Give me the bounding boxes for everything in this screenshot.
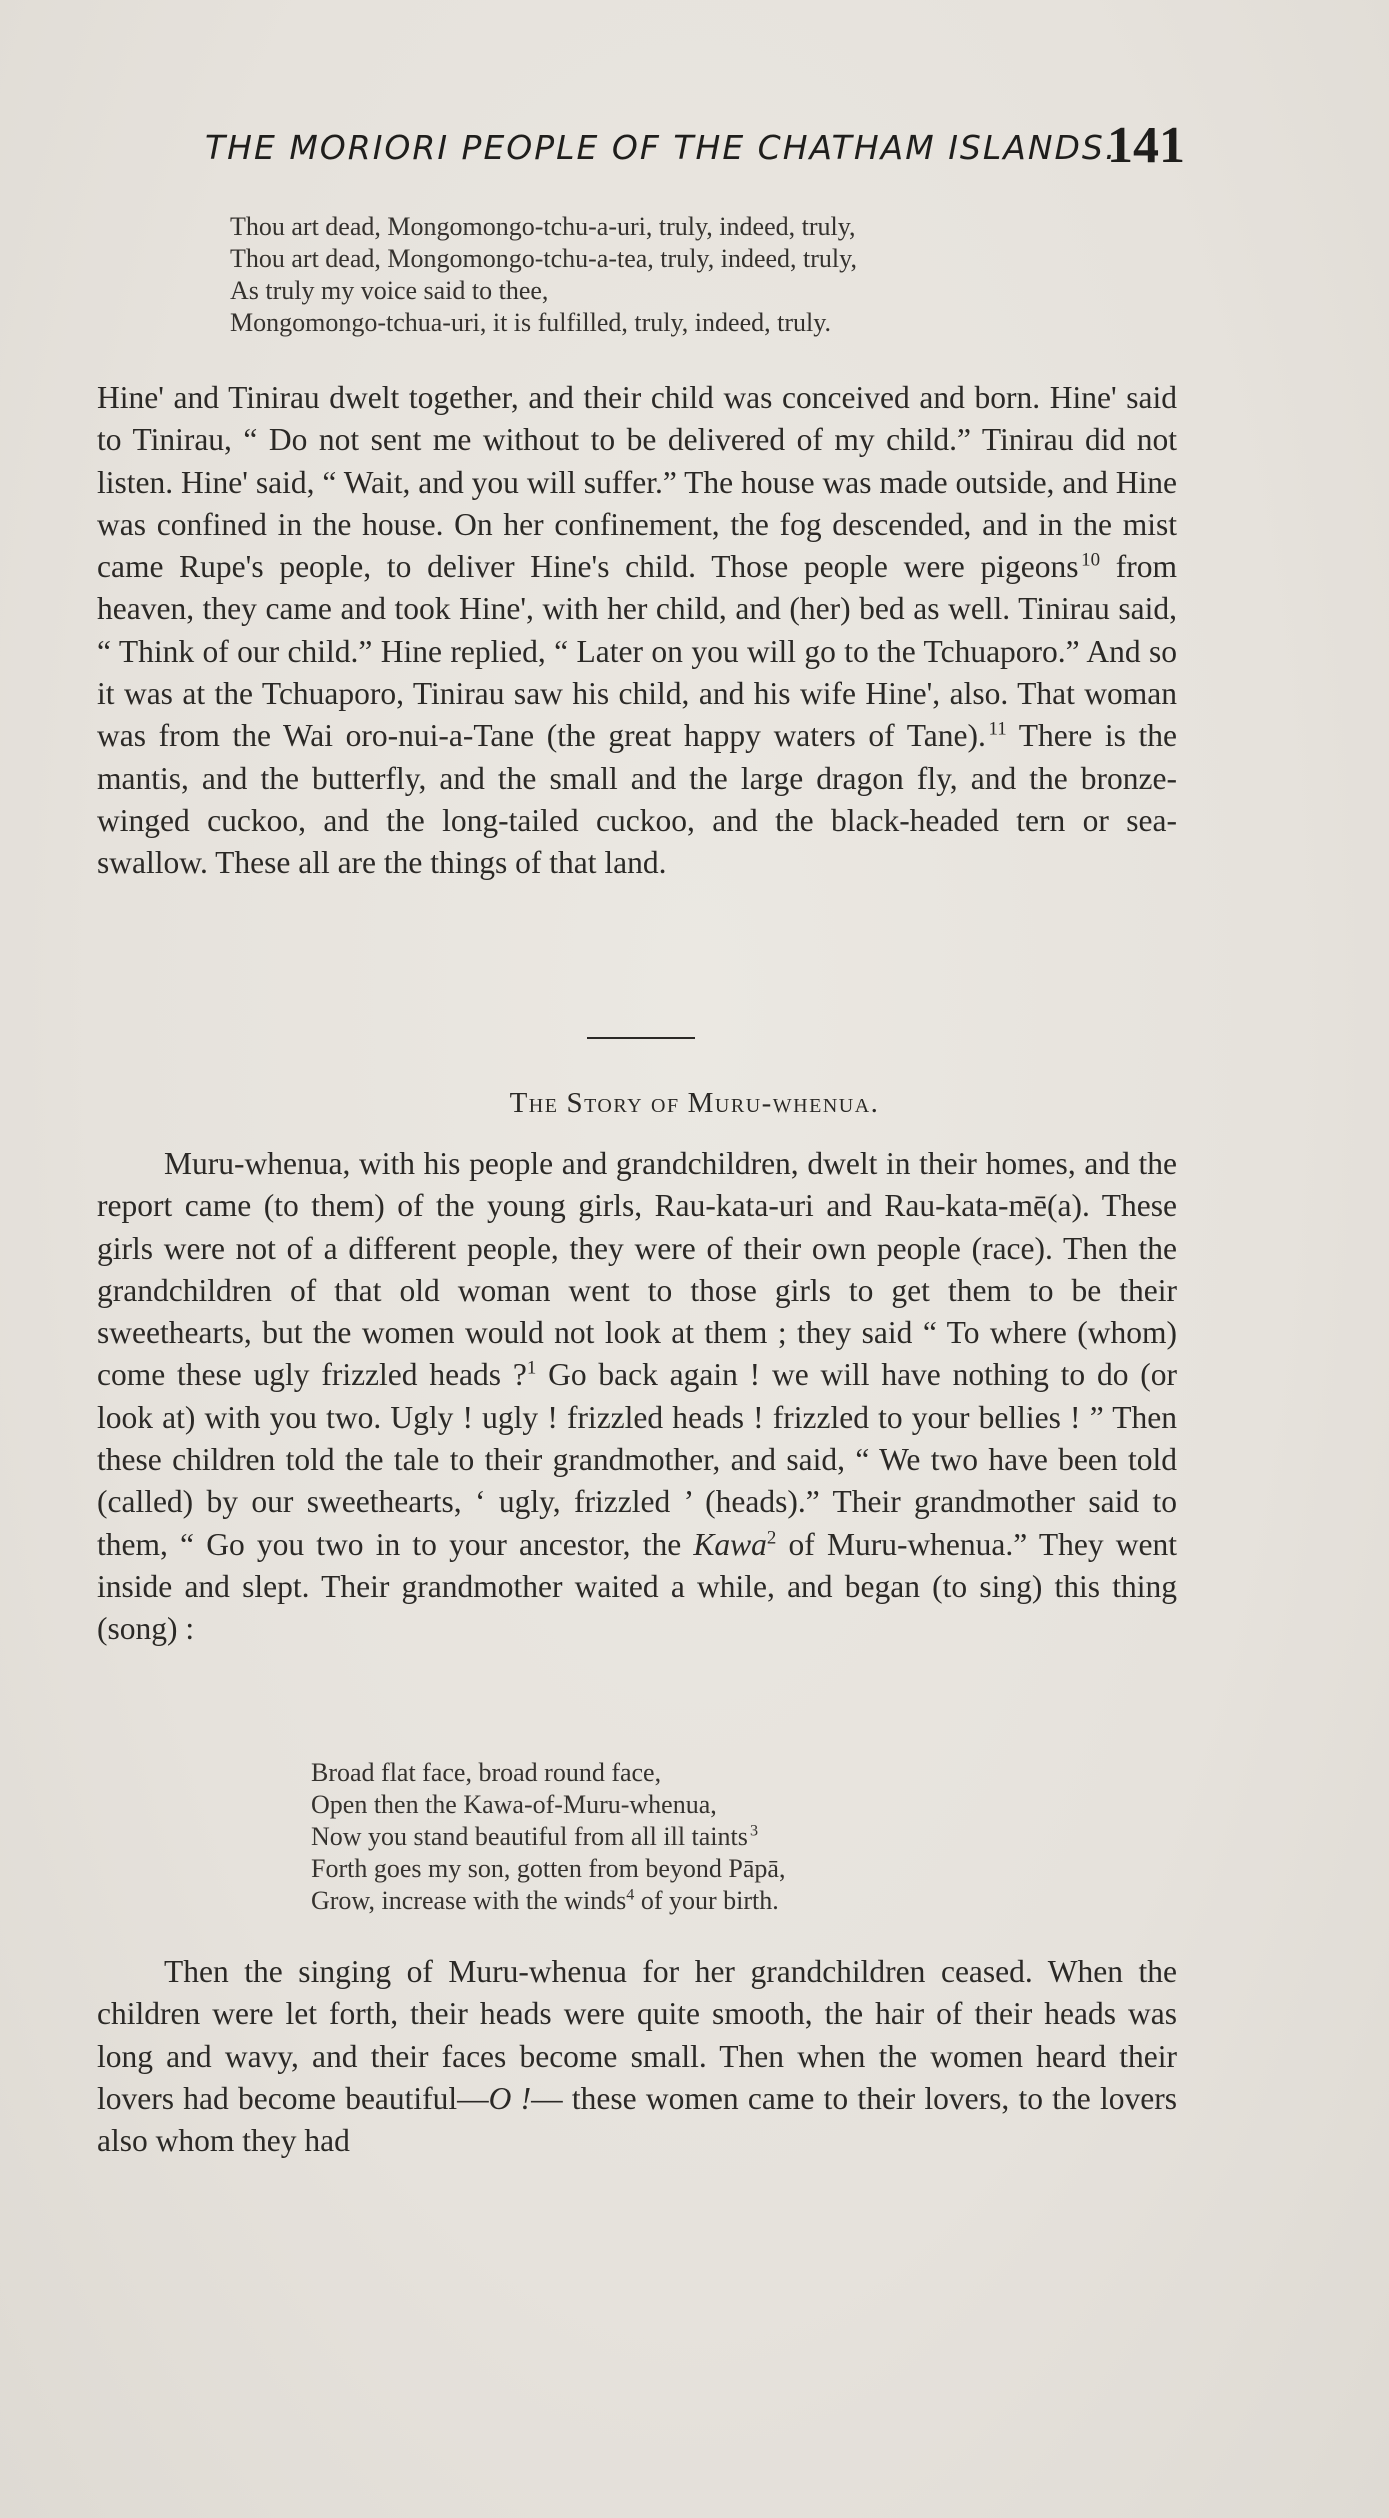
heading-word: Muru-whenua. (687, 1087, 880, 1119)
verse-line: Forth goes my son, gotten from beyond Pāpā, (311, 1854, 786, 1883)
verse-line (311, 1885, 785, 1917)
footnote-marker: 1 (526, 1357, 537, 1379)
page-number: 141 (1107, 117, 1185, 174)
paragraph-text: of Muru-whenua.” They went inside and slept. Their grandmother waited a while, and began (to sing) this thing (song) : (97, 1526, 1177, 1647)
verse-block-1 (230, 211, 857, 339)
italic-term: Kawa (693, 1526, 767, 1562)
paragraph-text: Go back again ! we will have nothing to do (or look at) with you two. Ugly ! ugly ! frizzled heads ! frizzled to your bellies ! ” Then these children told the tale to their grandmother, and said, “ We two have been told (called) by our sweethearts, ‘ ugly, frizzled ’ (heads).” Their grandmother said to them, “ Go you two in to your ancestor, the (97, 1357, 1177, 1562)
footnote-marker: 10 (1081, 549, 1101, 571)
verse-text: of your birth. (634, 1886, 779, 1915)
heading-word: The (509, 1087, 559, 1119)
paragraph-text: from heaven, they came and took Hine', with her child, and (her) bed as well. Tinirau said, “ Think of our child.” Hine replied, “ Later on you will go to the Tchuaporo.” And so it was at the Tchuaporo, Tinirau saw his child, and his wife Hine', also. That woman was from the Wai oro-nui-a-Tane (the great happy waters of Tane). (97, 549, 1178, 754)
paragraph-text: Hine' and Tinirau dwelt together, and their child was conceived and born. Hine' said to Tinirau, “ Do not sent me without to be delivered of my child.” Tinirau did not listen. Hine' said, “ Wait, and you will suffer.” The house was made outside, and Hine was confined in the house. On her confinement, the fog descended, and in the mist came Rupe's people, to deliver Hine's child. Those people were pigeons (97, 380, 1177, 585)
verse-line (311, 1821, 785, 1853)
heading-word: Story (566, 1087, 644, 1119)
paragraph-text: — these women came to their lovers, to the lovers also whom they had (97, 2080, 1177, 2159)
verse-line: Broad flat face, broad round face, (311, 1758, 662, 1787)
footnote-marker: 2 (766, 1527, 777, 1549)
running-title: THE MORIORI PEOPLE OF THE CHATHAM ISLANDS. (205, 128, 1118, 167)
verse-line: Open then the Kawa-of-Muru-whenua, (311, 1790, 717, 1819)
paragraph-muru-whenua (97, 1143, 1177, 1651)
verse-text: Now you stand beautiful from all ill taints (311, 1822, 748, 1851)
italic-exclamation: O ! (488, 2080, 532, 2116)
heading-word: of (651, 1087, 680, 1119)
section-heading (0, 1087, 1389, 1120)
verse-text: Grow, increase with the winds (311, 1886, 627, 1915)
paragraph-text: There is the mantis, and the butterfly, and the small and the large dragon fly, and the bronze-winged cuckoo, and the long-tailed cuckoo, and the black-headed tern or sea-swallow. These all are the things of that land. (97, 718, 1177, 881)
footnote-marker: 3 (750, 1822, 759, 1840)
paragraph-tinirau (97, 377, 1177, 885)
paragraph-singing-ceased (97, 1951, 1177, 2162)
footnote-marker: 11 (988, 718, 1007, 740)
page-header (205, 117, 1185, 182)
paragraph-text: Then the singing of Muru-whenua for her grandchildren ceased. When the children were let forth, their heads were quite smooth, the hair of their heads was long and wavy, and their faces become small. Then when the women heard their lovers had become beautiful— (97, 1954, 1177, 2116)
paragraph-text: Muru-whenua, with his people and grandchildren, dwelt in their homes, and the report came (to them) of the young girls, Rau-kata-uri and Rau-kata-mē(a). These girls were not of a different people, they were of their own people (race). Then the grandchildren of that old woman went to those girls to get them to be their sweethearts, but the women would not look at them ; they said “ To where (whom) come these ugly frizzled heads ? (97, 1146, 1177, 1393)
section-divider (587, 1037, 695, 1039)
footnote-marker: 4 (626, 1886, 635, 1904)
verse-block-2 (311, 1757, 785, 1917)
verse-line: Thou art dead, Mongomongo-tchu-a-uri, truly, indeed, truly, (230, 212, 856, 241)
verse-line: Mongomongo-tchua-uri, it is fulfilled, truly, indeed, truly. (230, 308, 832, 337)
verse-line: As truly my voice said to thee, (230, 276, 549, 305)
verse-line: Thou art dead, Mongomongo-tchu-a-tea, truly, indeed, truly, (230, 244, 857, 273)
